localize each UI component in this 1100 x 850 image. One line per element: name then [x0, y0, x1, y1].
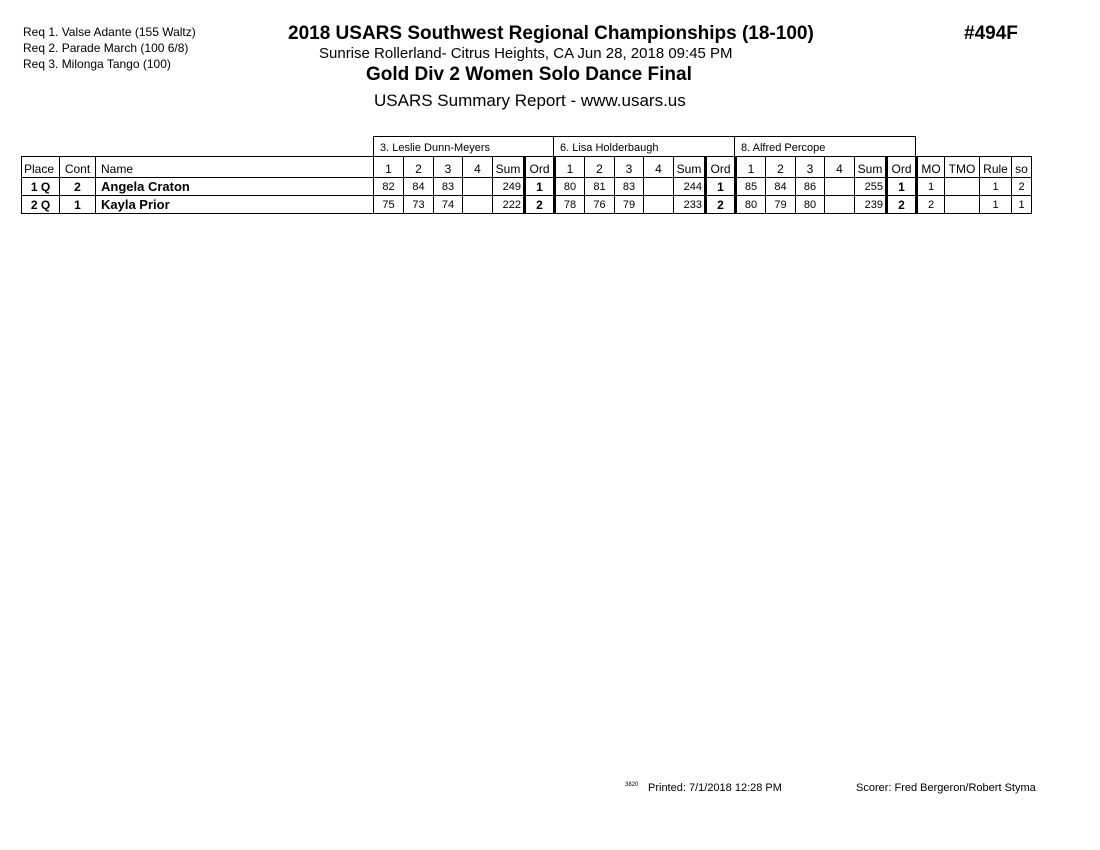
place-cell: 1 Q [22, 178, 60, 196]
score-cell [644, 178, 674, 196]
ord-cell: 2 [706, 196, 736, 214]
score-cell: 82 [374, 178, 404, 196]
score-cell: 84 [766, 178, 796, 196]
event-title: 2018 USARS Southwest Regional Championships (18-100) [288, 23, 814, 44]
score-cell: 84 [404, 178, 434, 196]
cont-cell: 2 [60, 178, 96, 196]
score-cell: 79 [766, 196, 796, 214]
requirement-1: Req 1. Valse Adante (155 Waltz) [23, 25, 196, 39]
col-j3-s3: 3 [796, 157, 825, 178]
so-cell: 1 [1012, 196, 1032, 214]
score-cell: 74 [434, 196, 463, 214]
skater-name: Kayla Prior [96, 196, 374, 214]
col-j3-s4: 4 [825, 157, 855, 178]
col-place: Place [22, 157, 60, 178]
footer-code: 3820 [625, 782, 639, 788]
score-cell: 83 [434, 178, 463, 196]
col-j1-s4: 4 [463, 157, 493, 178]
col-mo: MO [917, 157, 945, 178]
ord-cell: 2 [887, 196, 917, 214]
sum-cell: 255 [855, 178, 887, 196]
col-j2-s2: 2 [585, 157, 615, 178]
place-cell: 2 Q [22, 196, 60, 214]
col-j3-ord: Ord [887, 157, 917, 178]
col-j2-s1: 1 [555, 157, 585, 178]
col-cont: Cont [60, 157, 96, 178]
footer-printed: Printed: 7/1/2018 12:28 PM [648, 782, 782, 794]
event-number: #494F [964, 23, 1018, 44]
rule-cell: 1 [980, 196, 1012, 214]
score-cell: 75 [374, 196, 404, 214]
judge-header-1: 3. Leslie Dunn-Meyers [373, 136, 554, 157]
ord-cell: 2 [525, 196, 555, 214]
sum-cell: 233 [674, 196, 706, 214]
col-so: so [1012, 157, 1032, 178]
ord-cell: 1 [525, 178, 555, 196]
score-cell: 80 [736, 196, 766, 214]
table-row [22, 178, 1032, 196]
sum-cell: 249 [493, 178, 525, 196]
col-j2-sum: Sum [674, 157, 706, 178]
col-j3-s2: 2 [766, 157, 796, 178]
score-cell [825, 178, 855, 196]
mo-cell: 2 [917, 196, 945, 214]
col-j1-ord: Ord [525, 157, 555, 178]
col-j1-s2: 2 [404, 157, 434, 178]
sum-cell: 244 [674, 178, 706, 196]
score-cell: 81 [585, 178, 615, 196]
tmo-cell [945, 196, 980, 214]
ord-cell: 1 [887, 178, 917, 196]
cont-cell: 1 [60, 196, 96, 214]
mo-cell: 1 [917, 178, 945, 196]
score-cell: 80 [796, 196, 825, 214]
score-cell [644, 196, 674, 214]
sum-cell: 239 [855, 196, 887, 214]
col-tmo: TMO [945, 157, 980, 178]
table-row [22, 196, 1032, 214]
score-cell: 73 [404, 196, 434, 214]
col-rule: Rule [980, 157, 1012, 178]
score-cell: 78 [555, 196, 585, 214]
col-j1-s1: 1 [374, 157, 404, 178]
sum-cell: 222 [493, 196, 525, 214]
col-name: Name [96, 157, 374, 178]
judge-header-2: 6. Lisa Holderbaugh [553, 136, 735, 157]
score-cell [463, 196, 493, 214]
col-j3-s1: 1 [736, 157, 766, 178]
skater-name: Angela Craton [96, 178, 374, 196]
tmo-cell [945, 178, 980, 196]
col-j2-ord: Ord [706, 157, 736, 178]
col-j1-s3: 3 [434, 157, 463, 178]
event-division: Gold Div 2 Women Solo Dance Final [366, 64, 692, 85]
results-table [21, 156, 1032, 214]
score-cell [825, 196, 855, 214]
col-j2-s3: 3 [615, 157, 644, 178]
event-venue: Sunrise Rollerland- Citrus Heights, CA Jun 28, 2018 09:45 PM [319, 45, 733, 62]
score-cell: 79 [615, 196, 644, 214]
score-cell: 76 [585, 196, 615, 214]
judge-header-3: 8. Alfred Percope [734, 136, 916, 157]
score-cell: 80 [555, 178, 585, 196]
score-cell: 85 [736, 178, 766, 196]
requirement-3: Req 3. Milonga Tango (100) [23, 57, 171, 71]
score-cell: 86 [796, 178, 825, 196]
score-cell [463, 178, 493, 196]
score-cell: 83 [615, 178, 644, 196]
col-j1-sum: Sum [493, 157, 525, 178]
footer-scorer: Scorer: Fred Bergeron/Robert Styma [856, 782, 1036, 794]
table-header-row [22, 157, 1032, 178]
event-report: USARS Summary Report - www.usars.us [374, 91, 686, 110]
so-cell: 2 [1012, 178, 1032, 196]
ord-cell: 1 [706, 178, 736, 196]
col-j3-sum: Sum [855, 157, 887, 178]
rule-cell: 1 [980, 178, 1012, 196]
col-j2-s4: 4 [644, 157, 674, 178]
requirement-2: Req 2. Parade March (100 6/8) [23, 41, 189, 55]
